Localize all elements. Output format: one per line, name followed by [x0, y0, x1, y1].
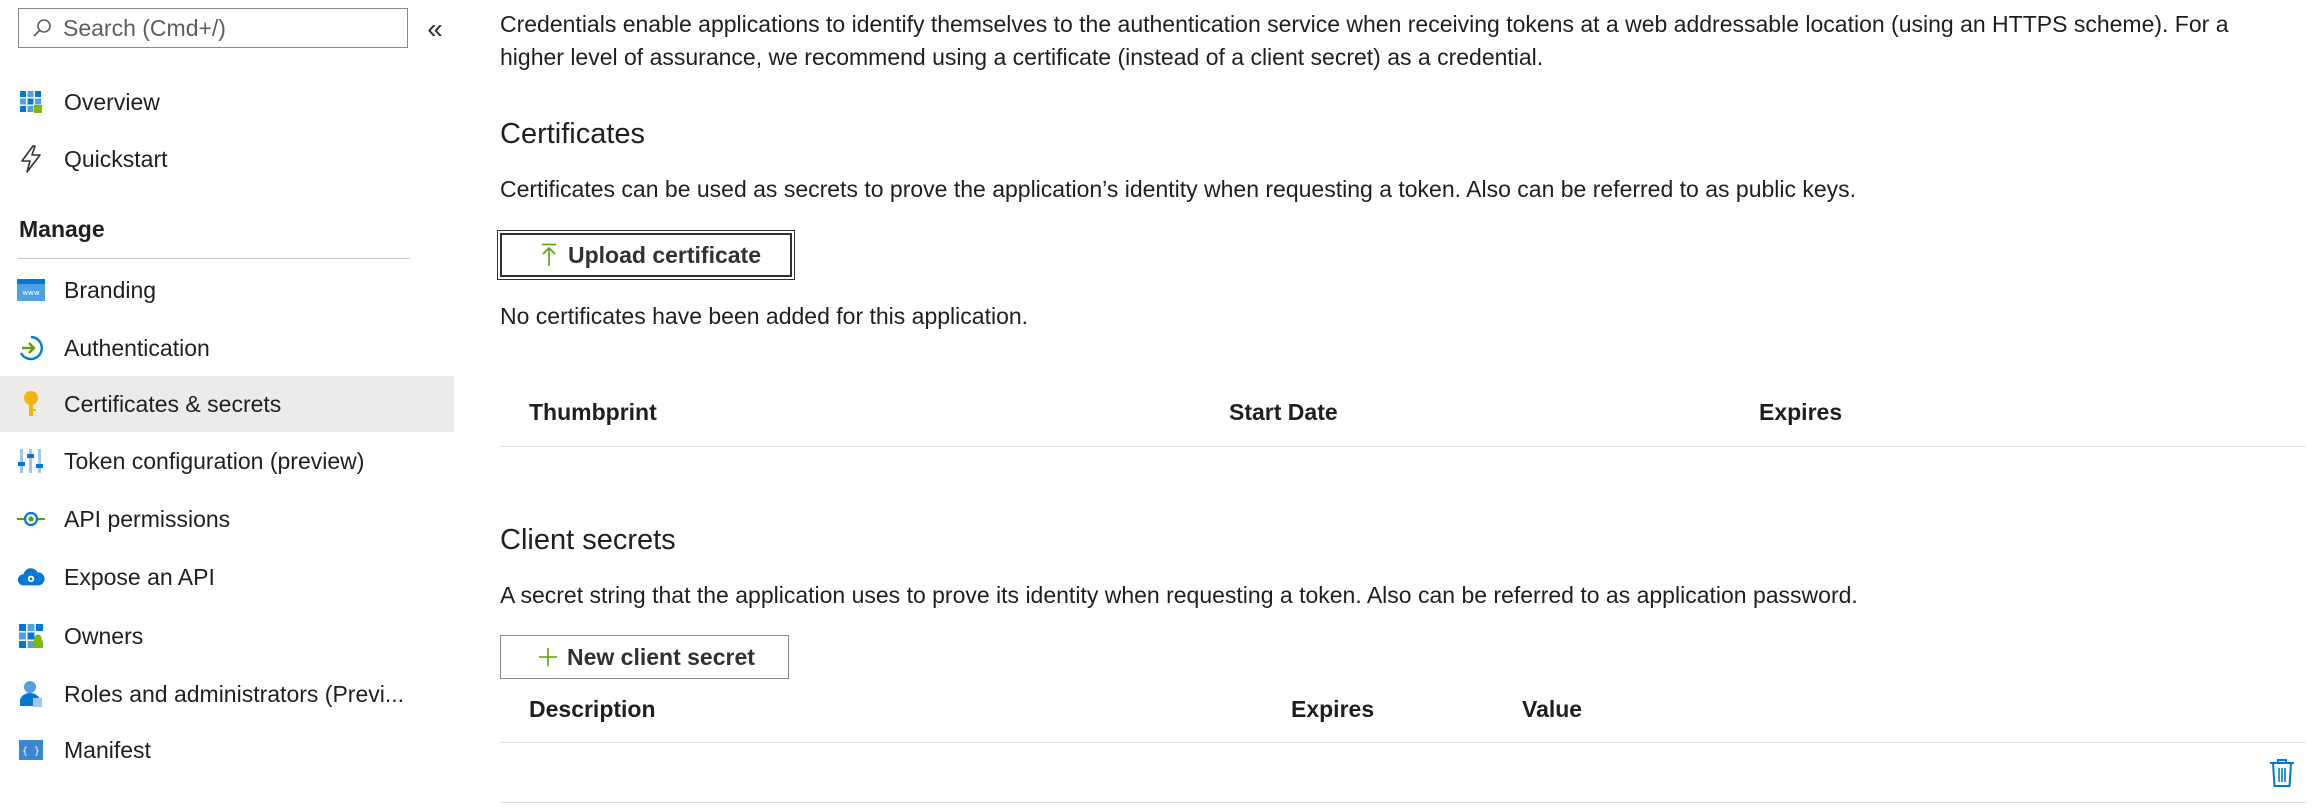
- authentication-icon: [17, 334, 45, 362]
- sidebar-item-overview[interactable]: [0, 74, 454, 130]
- upload-certificate-button[interactable]: [500, 233, 792, 277]
- delete-trash-icon[interactable]: [2268, 758, 2296, 788]
- main-content: [500, 0, 2312, 810]
- certificates-title: Certificates: [500, 118, 646, 150]
- sidebar-item-label: Quickstart: [64, 145, 168, 172]
- sidebar-item-roles-administrators[interactable]: [0, 666, 454, 722]
- sidebar-item-label: Expose an API: [64, 563, 215, 590]
- sidebar-item-label: Overview: [64, 88, 160, 115]
- column-header-description: Description: [529, 696, 656, 722]
- sidebar-item-label: API permissions: [64, 505, 231, 532]
- cloud-icon: [17, 563, 45, 591]
- sidebar-item-api-permissions[interactable]: [0, 491, 454, 547]
- section-divider: [18, 258, 410, 259]
- token-config-icon: [17, 447, 45, 475]
- overview-grid-icon: [17, 88, 45, 116]
- sidebar-item-certificates-secrets[interactable]: [0, 376, 454, 432]
- new-client-secret-label: New client secret: [567, 643, 755, 670]
- svg-text:www: www: [22, 289, 40, 297]
- column-header-thumbprint: Thumbprint: [529, 399, 657, 425]
- secrets-table-divider: [500, 742, 2306, 743]
- sidebar-item-label: Roles and administrators (Previ...: [64, 680, 405, 707]
- certificates-table-divider: [500, 446, 2306, 447]
- api-permissions-icon: [17, 505, 45, 533]
- sidebar-item-label: Owners: [64, 622, 144, 649]
- sidebar: [0, 0, 454, 810]
- upload-icon: [538, 242, 560, 268]
- sidebar-item-label: Token configuration (preview): [64, 447, 365, 474]
- sidebar-item-label: Authentication: [64, 334, 210, 361]
- svg-text:{ }: { }: [21, 746, 41, 757]
- plus-icon: [537, 644, 559, 670]
- intro-text: Credentials enable applications to identify themselves to the authentication service when receiving tokens at a web addressable location (using an HTTPS scheme). For a higher level of assurance, we recommend using a certificate (instead of a client secret) as a credential.: [500, 11, 2229, 70]
- client-secrets-title: Client secrets: [500, 524, 676, 556]
- secrets-row-divider: [500, 802, 2306, 803]
- no-certificates-message: No certificates have been added for this application.: [500, 303, 1029, 329]
- sidebar-item-branding[interactable]: [0, 262, 454, 318]
- column-header-expires: Expires: [1759, 399, 1843, 425]
- sidebar-item-label: Branding: [64, 276, 157, 303]
- certificates-description: Certificates can be used as secrets to prove the application’s identity when requesting a token. Also can be referred to as public keys.: [500, 176, 1857, 202]
- sidebar-item-expose-api[interactable]: [0, 549, 454, 605]
- search-icon: [31, 17, 53, 39]
- search-box[interactable]: [18, 8, 408, 48]
- manifest-icon: [17, 736, 45, 764]
- sidebar-item-label: Certificates & secrets: [64, 390, 282, 417]
- column-header-start-date: Start Date: [1229, 399, 1338, 425]
- sidebar-item-label: Manifest: [64, 736, 151, 763]
- owners-grid-icon: [17, 622, 45, 650]
- sidebar-item-token-configuration[interactable]: [0, 433, 454, 489]
- branding-icon: [17, 276, 45, 304]
- key-icon: [17, 390, 45, 418]
- sidebar-item-owners[interactable]: [0, 608, 454, 664]
- column-header-value: Value: [1522, 696, 1583, 722]
- collapse-sidebar-button[interactable]: «: [427, 13, 443, 44]
- lightning-icon: [17, 145, 45, 173]
- manage-section-header: Manage: [19, 216, 105, 242]
- roles-user-icon: [17, 680, 45, 708]
- sidebar-item-quickstart[interactable]: [0, 131, 454, 187]
- upload-certificate-label: Upload certificate: [568, 241, 761, 268]
- sidebar-item-authentication[interactable]: [0, 320, 454, 376]
- client-secrets-description: A secret string that the application uses to prove its identity when requesting a token. Also can be referred to as application password.: [500, 582, 1858, 608]
- new-client-secret-button[interactable]: [500, 635, 789, 679]
- search-input[interactable]: [63, 15, 383, 42]
- sidebar-item-manifest[interactable]: [0, 722, 454, 778]
- column-header-expires: Expires: [1291, 696, 1375, 722]
